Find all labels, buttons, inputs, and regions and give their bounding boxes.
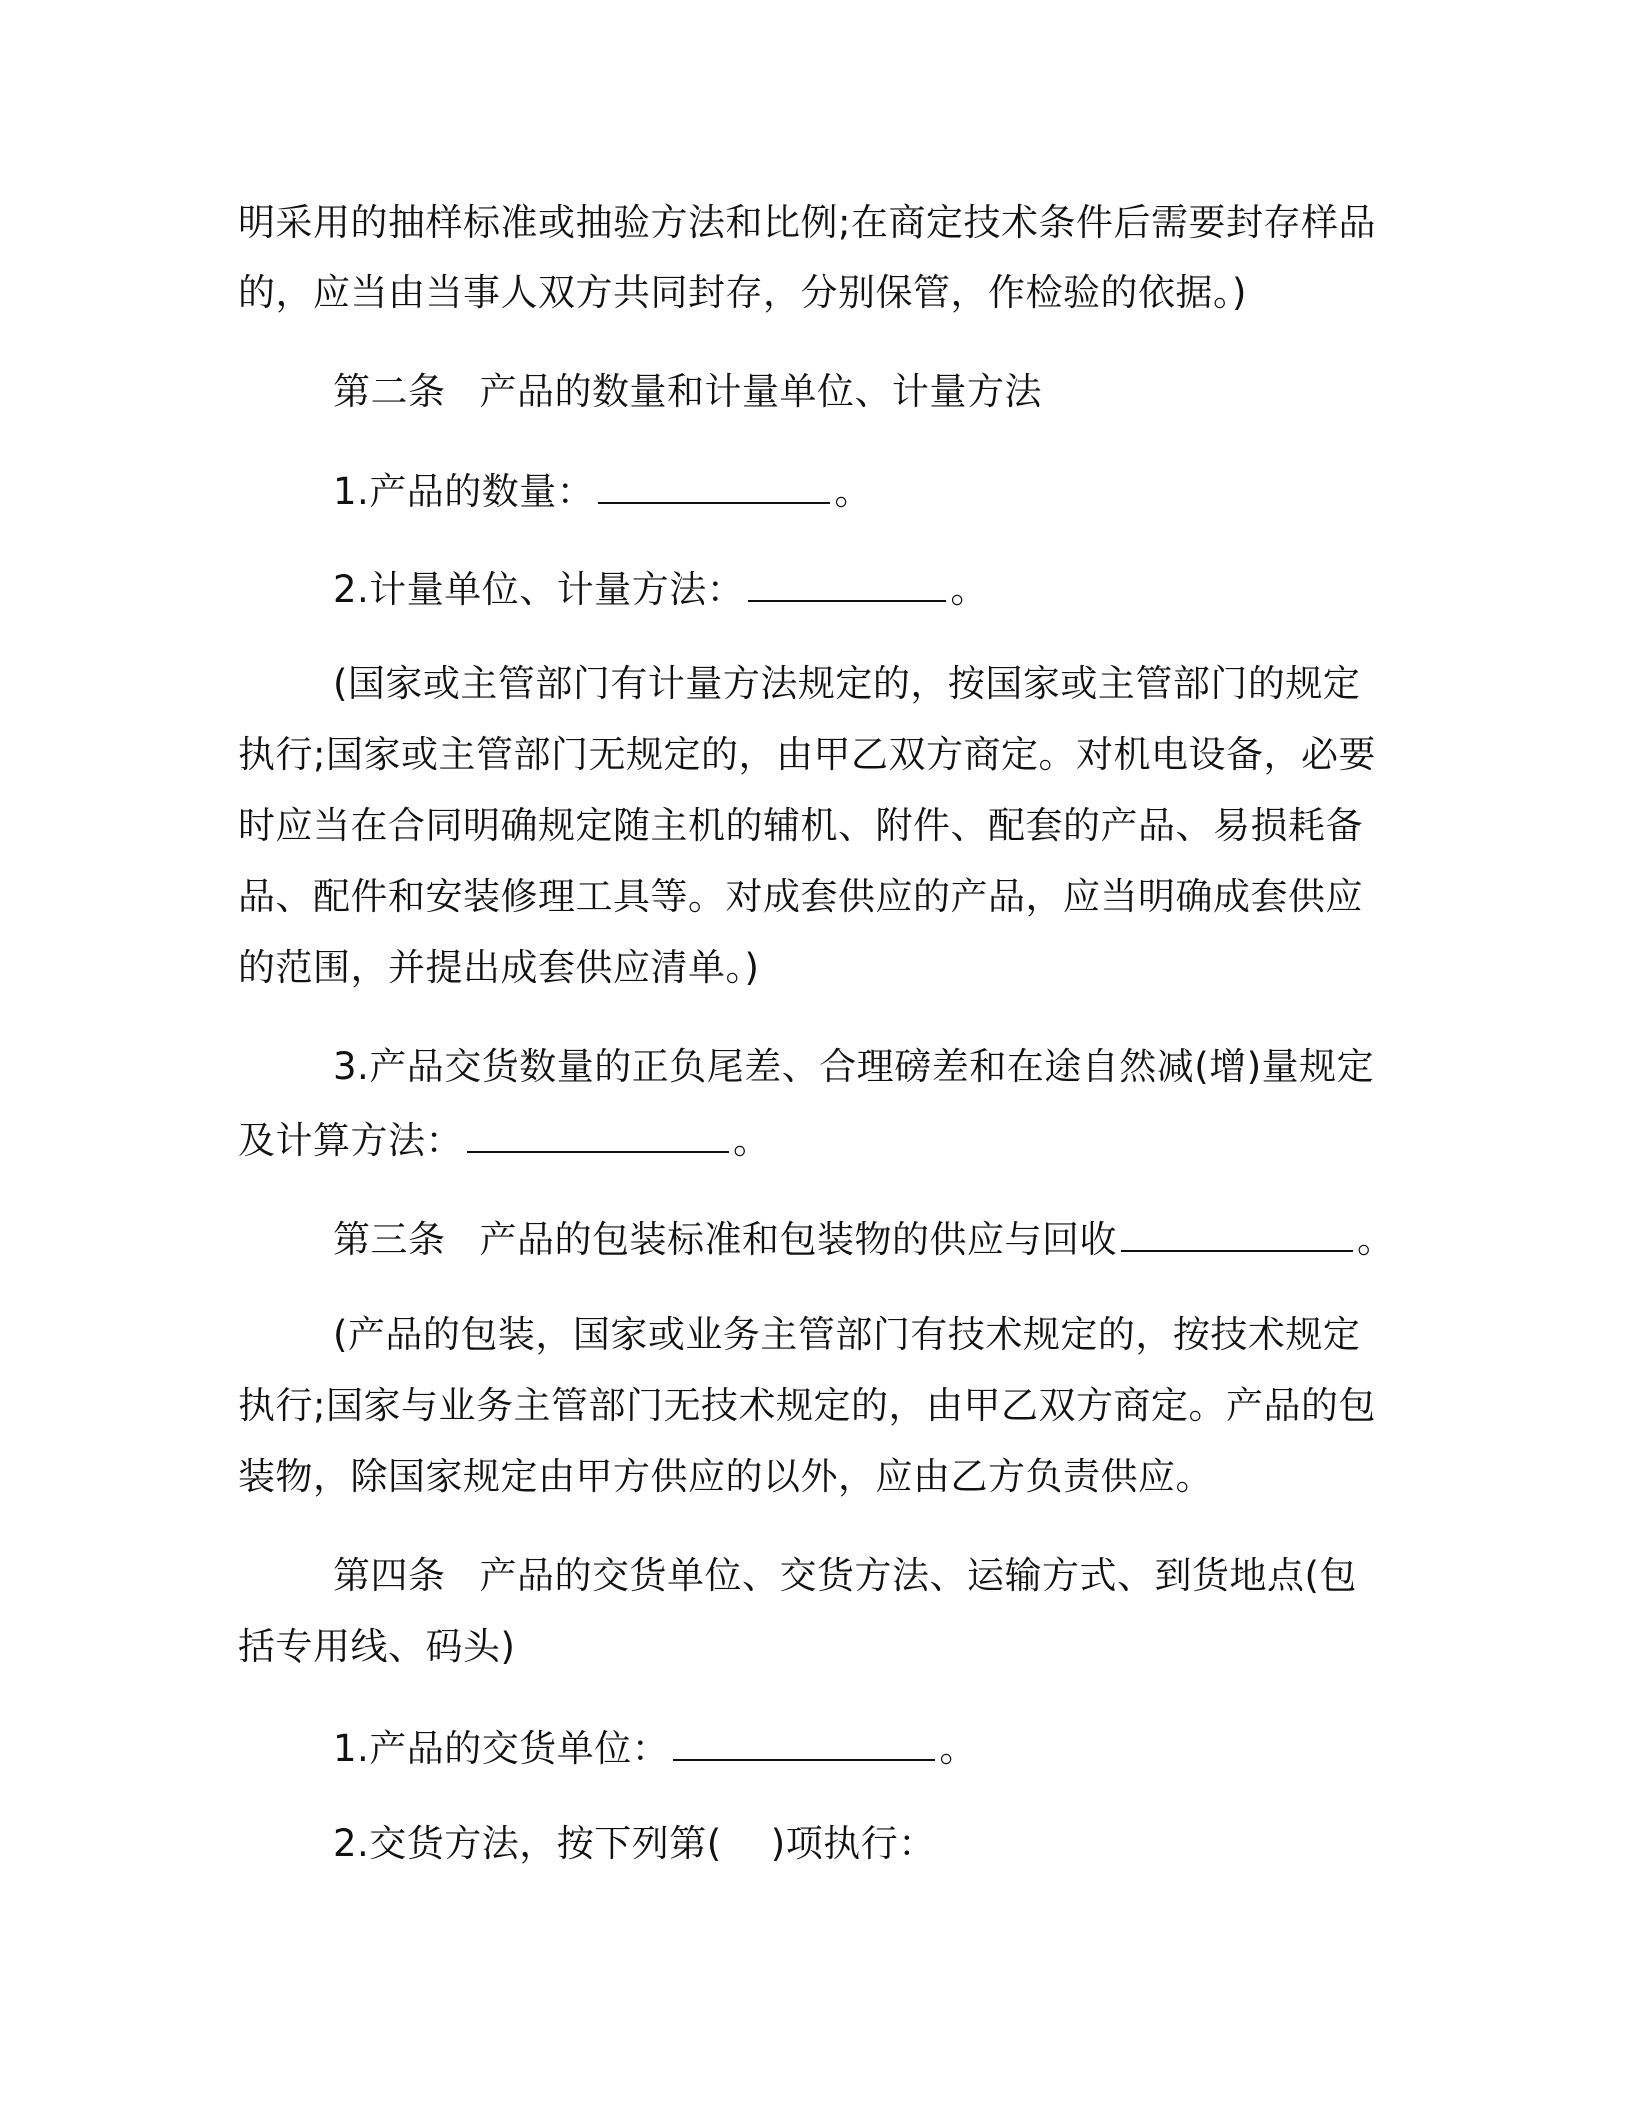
- field-label: 及计算方法：: [238, 1119, 463, 1162]
- paragraph-line: [333, 659, 1360, 709]
- field-label: 1.产品的交货单位：: [333, 1727, 670, 1770]
- paragraph-line: [238, 730, 1376, 780]
- blank-field[interactable]: [598, 464, 830, 504]
- fill-in-line: [333, 464, 872, 517]
- paragraph-line: [333, 1819, 936, 1869]
- line-end: 。: [950, 568, 988, 611]
- line-text: 2.交货方法，按下列第( )项执行：: [333, 1822, 936, 1865]
- article-number: 第三条: [333, 1218, 446, 1261]
- blank-field[interactable]: [1121, 1212, 1353, 1252]
- article-heading: [333, 1212, 1395, 1265]
- line-text: 装物，除国家规定由甲方供应的以外，应由乙方负责供应。: [238, 1455, 1213, 1498]
- line-text: 括专用线、码头): [238, 1625, 516, 1668]
- paragraph-line: [238, 872, 1363, 922]
- fill-in-line: [333, 1721, 977, 1774]
- line-text: 的范围，并提出成套供应清单。): [238, 946, 760, 989]
- fill-in-line: [238, 1113, 771, 1166]
- paragraph-line: [238, 268, 1247, 318]
- line-text: (国家或主管部门有计量方法规定的，按国家或主管部门的规定: [333, 662, 1361, 705]
- article-number: 第二条: [333, 370, 446, 413]
- line-text: (产品的包装，国家或业务主管部门有技术规定的，按技术规定: [333, 1313, 1361, 1356]
- article-title: 产品的交货单位、交货方法、运输方式、到货地点(包: [479, 1554, 1357, 1597]
- line-end: 。: [834, 470, 872, 513]
- paragraph-line: [238, 1381, 1376, 1431]
- line-end: 。: [939, 1727, 977, 1770]
- line-text: 明采用的抽样标准或抽验方法和比例;在商定技术条件后需要封存样品: [238, 201, 1376, 244]
- blank-field[interactable]: [673, 1721, 935, 1761]
- paragraph-line: [238, 1622, 515, 1672]
- line-text: 3.产品交货数量的正负尾差、合理磅差和在途自然减(增)量规定: [333, 1045, 1375, 1088]
- fill-in-line: [333, 562, 988, 615]
- line-text: 执行;国家或主管部门无规定的，由甲乙双方商定。对机电设备，必要: [238, 733, 1376, 776]
- paragraph-line: [333, 1042, 1374, 1092]
- article-number: 第四条: [333, 1554, 446, 1597]
- line-text: 时应当在合同明确规定随主机的辅机、附件、配套的产品、易损耗备: [238, 804, 1363, 847]
- paragraph-line: [238, 1452, 1213, 1502]
- blank-field[interactable]: [467, 1113, 729, 1153]
- article-title: 产品的数量和计量单位、计量方法: [479, 370, 1042, 413]
- line-text: 的，应当由当事人双方共同封存，分别保管，作检验的依据。): [238, 271, 1247, 314]
- paragraph-line: [238, 943, 759, 993]
- line-text: 品、配件和安装修理工具等。对成套供应的产品，应当明确成套供应: [238, 875, 1363, 918]
- paragraph-line: [333, 1310, 1360, 1360]
- article-heading: [333, 367, 1042, 417]
- line-text: 执行;国家与业务主管部门无技术规定的，由甲乙双方商定。产品的包: [238, 1384, 1376, 1427]
- blank-field[interactable]: [748, 562, 946, 602]
- article-heading: [333, 1551, 1357, 1601]
- paragraph-line: [238, 198, 1376, 248]
- paragraph-line: [238, 801, 1363, 851]
- line-end: 。: [1357, 1218, 1395, 1261]
- article-title: 产品的包装标准和包装物的供应与回收: [479, 1218, 1117, 1261]
- line-end: 。: [733, 1119, 771, 1162]
- field-label: 1.产品的数量：: [333, 470, 595, 513]
- field-label: 2.计量单位、计量方法：: [333, 568, 745, 611]
